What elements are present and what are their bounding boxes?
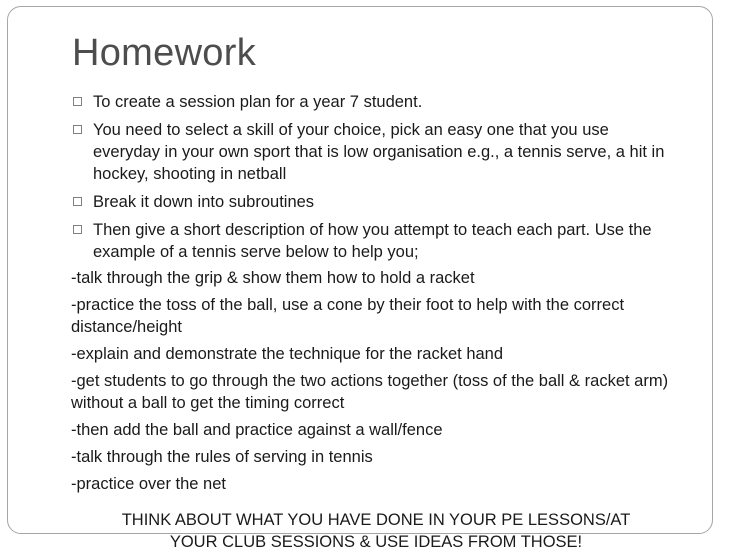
step-text: -explain and demonstrate the technique for the racket hand: [71, 345, 504, 363]
step-text: -talk through the rules of serving in tennis: [71, 448, 373, 466]
slide-title: Homework: [72, 32, 256, 74]
square-bullet-icon: [73, 225, 82, 234]
slide-body: [71, 91, 671, 500]
bullet-text: You need to select a skill of your choice, pick an easy one that you use everyday in your own sport that is low organisation e.g., a tennis serve, a hit in hockey, shooting in netball: [93, 121, 665, 183]
step-text: -talk through the grip & show them how to hold a racket: [71, 269, 475, 287]
bullet-text: Then give a short description of how you attempt to teach each part. Use the example of a tennis serve below to help you;: [93, 221, 652, 261]
footer-line: THINK ABOUT WHAT YOU HAVE DONE IN YOUR PE LESSONS/AT: [121, 511, 631, 529]
footer-note: [0, 509, 752, 553]
footer-line: YOUR CLUB SESSIONS & USE IDEAS FROM THOSE!: [169, 533, 583, 551]
bullet-item: [71, 91, 671, 113]
step-text: -then add the ball and practice against a wall/fence: [71, 421, 443, 439]
bullet-item: [71, 191, 671, 213]
step-text: -get students to go through the two actions together (toss of the ball & racket arm) without a ball to get the timing correct: [71, 372, 669, 412]
step-text: -practice over the net: [71, 475, 226, 493]
bullet-text: To create a session plan for a year 7 student.: [93, 93, 423, 111]
square-bullet-icon: [73, 125, 82, 134]
square-bullet-icon: [73, 97, 82, 106]
bullet-item: [71, 119, 671, 185]
step-text: -practice the toss of the ball, use a cone by their foot to help with the correct distance/height: [71, 296, 625, 336]
bullet-text: Break it down into subroutines: [93, 193, 315, 211]
bullet-item: [71, 219, 671, 263]
square-bullet-icon: [73, 197, 82, 206]
